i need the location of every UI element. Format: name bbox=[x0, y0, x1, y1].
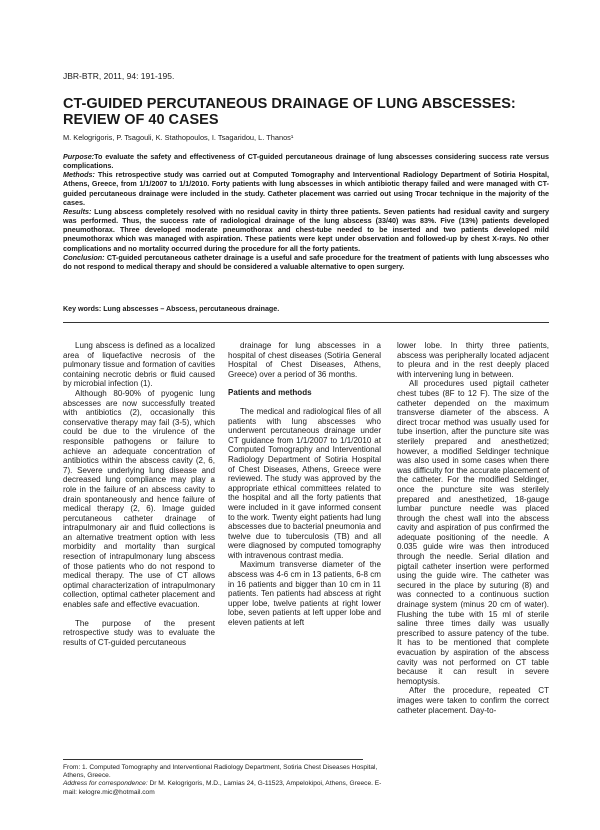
paragraph: drainage for lung abscesses in a hospital of chest diseases (Sotiria General Hospital of Chest Diseases, Athens, Greece) over a period of 36 months. bbox=[228, 341, 381, 379]
results-text: Lung abscess completely resolved with no residual cavity in thirty three patients. Seven patients had residual cavity and surgery was performed. Thus, the success rate of radiological drainage of the lung abscess (33/40) was 83%. Five (13%) patients developed pneumothorax. Three developed moderate pneumothorax and chest-tube needed to be inserted and two patients developed mild pneumothorax which was managed with aspiration. These patients were kept under observation and followed-up by chest X-rays. No other complications and no mortality occurred during the procedure for all the forty patients. bbox=[63, 206, 549, 253]
section-heading: Patients and methods bbox=[228, 388, 312, 398]
section-divider bbox=[63, 322, 549, 323]
abstract-methods bbox=[63, 170, 549, 207]
abstract-conclusion bbox=[63, 253, 549, 271]
paragraph: The medical and radiological files of all patients with lung abscesses who underwent percutaneous drainage under CT guidance from 1/1/2007 to 1/1/2010 at Computed Tomography and Interventional Radiology Department of Sotiria Hospital of Chest Diseases, Athens, Greece were reviewed. The study was approved by the appropriate ethical committees related to the hospital and all the forty patients that were included in it gave informed consent to the work. Twenty eight patients had lung abscesses due to bacterial pneumonia and twelve due to tuberculosis (TB) and all were diagnosed by computed tomography with intravenous contrast media. bbox=[228, 406, 381, 560]
body-column-3 bbox=[397, 341, 549, 715]
paragraph: Lung abscess is defined as a localized area of liquefactive necrosis of the pulmonary tissue and formation of cavities containing necrotic debris or fluid caused by microbial infection (1). bbox=[63, 341, 215, 389]
purpose-text: To evaluate the safety and effectiveness of CT-guided percutaneous drainage of lung abscesses considering success rate versus complications. bbox=[63, 152, 549, 171]
paragraph: All procedures used pigtail catheter chest tubes (8F to 12 F). The size of the catheter depended on the maximum transverse diameter of the abscess. A direct trocar method was usually used for tube insertion, after the puncture site was sterilely prepared and anesthetized; however, a modified Seldinger technique was also used in some cases when there was difficulty for the accurate placement of the catheter. For the modified Seldinger, once the puncture site was sterilely prepared and anesthetized, 18-gauge lumbar puncture needle was placed through the chest wall into the abscess cavity and aspiration of pus confirmed the adequate positioning of the needle. A 0.035 guide wire was then introduced through the needle. Serial dilation and pigtail catheter insertion were performed using the guide wire. The catheter was secured in the place by suturing (8) and was connected to a continuous suction drainage system (minus 20 cm of water). Flushing the tube with 15 ml of sterile saline three times daily was usually prescribed to assure patency of the tube. It has to be mentioned that complete evacuation by aspiration of the abscess cavity was not performed on CT table because it can result in severe hemoptysis. bbox=[397, 379, 549, 686]
footnote-divider bbox=[63, 759, 363, 760]
abstract bbox=[63, 152, 549, 271]
address-label: Address for correspondence: bbox=[63, 780, 148, 788]
correspondence bbox=[63, 780, 383, 796]
purpose-label: Purpose: bbox=[63, 152, 95, 161]
conclusion-label: Conclusion: bbox=[63, 252, 105, 262]
author-list: M. Kelogrigoris, P. Tsagouli, K. Stathopoulos, I. Tsagaridou, L. Thanos¹ bbox=[63, 133, 294, 142]
results-label: Results: bbox=[63, 206, 92, 216]
paragraph: Although 80-90% of pyogenic lung abscesses are now successfully treated with antibiotics (2), occasionally this conservative therapy may fail (3-5), which could be due to the virulence of the responsible pathogens or failure to achieve an adequate concentration of antibiotics within the abscess cavity (2, 6, 7). Severe underlying lung disease and decreased lung compliance may play a role in the failure of an abscess cavity to drain spontaneously and hence failure of medical therapy (2, 6). Image guided percutaneous catheter drainage of intrapulmonary air and fluid collections is an alternative treatment option with less morbidity and mortality than surgical resection of intrapulmonary lung abscess of those patients who do not respond to medical therapy. The use of CT allows optimal characterization of intrapulmonary collection, optimal catheter placement and enables safe and effective evacuation. bbox=[63, 388, 215, 610]
body-column-1 bbox=[63, 341, 215, 647]
abstract-purpose bbox=[63, 152, 549, 170]
paragraph: lower lobe. In thirty three patients, abscess was peripherally located adjacent to pleura and in the rest deeply placed with intervening lung in between. bbox=[397, 341, 549, 379]
paragraph: Maximum transverse diameter of the abscess was 4-6 cm in 13 patients, 6-8 cm in 16 patients and bigger than 10 cm in 11 patients. Ten patients had abscess at right upper lobe, twelve patients at right lower lobe, seven patients at left upper lobe and eleven patients at left bbox=[228, 560, 381, 628]
address-text: Dr M. Kelogrigoris, M.D., Lamias 24, G-11523, Ampelokipoi, Athens, Greece. E-mail: kelogre.mic@hotmail.com bbox=[63, 780, 382, 796]
affiliation: From: 1. Computed Tomography and Interventional Radiology Department, Sotiria Chest Diseases Hospital, Athens, Greece. bbox=[63, 764, 378, 780]
footnote bbox=[63, 764, 383, 797]
methods-label: Methods: bbox=[63, 170, 95, 180]
body-column-2 bbox=[228, 341, 381, 628]
paragraph: After the procedure, repeated CT images were taken to confirm the correct catheter placement. Day-to- bbox=[397, 686, 549, 715]
article-title: CT-GUIDED PERCUTANEOUS DRAINAGE OF LUNG ABSCESSES: REVIEW OF 40 CASES bbox=[63, 96, 516, 128]
abstract-results bbox=[63, 207, 549, 253]
journal-reference: JBR-BTR, 2011, 94: 191-195. bbox=[63, 71, 175, 81]
paragraph: The purpose of the present retrospective study was to evaluate the results of CT-guided percutaneous bbox=[63, 618, 215, 647]
conclusion-text: CT-guided percutaneous catheter drainage is a useful and safe procedure for the treatment of patients with lung abscesses who do not respond to medical therapy and should be considered a valuable alternative to open surgery. bbox=[63, 252, 549, 271]
methods-text: This retrospective study was carried out at Computed Tomography and Interventional Radiology Department of Sotiria Hospital, Athens, Greece, from 1/1/2007 to 1/1/2010. Forty patients with lung abscesses in which antibiotic therapy failed and were managed with CT-guided percutaneous drainage were included in the study. Catheter placement was carried out using Trocar technique in the majority of the cases. bbox=[63, 170, 549, 207]
keywords: Key words: Lung abscesses – Abscess, percutaneous drainage. bbox=[63, 305, 280, 313]
